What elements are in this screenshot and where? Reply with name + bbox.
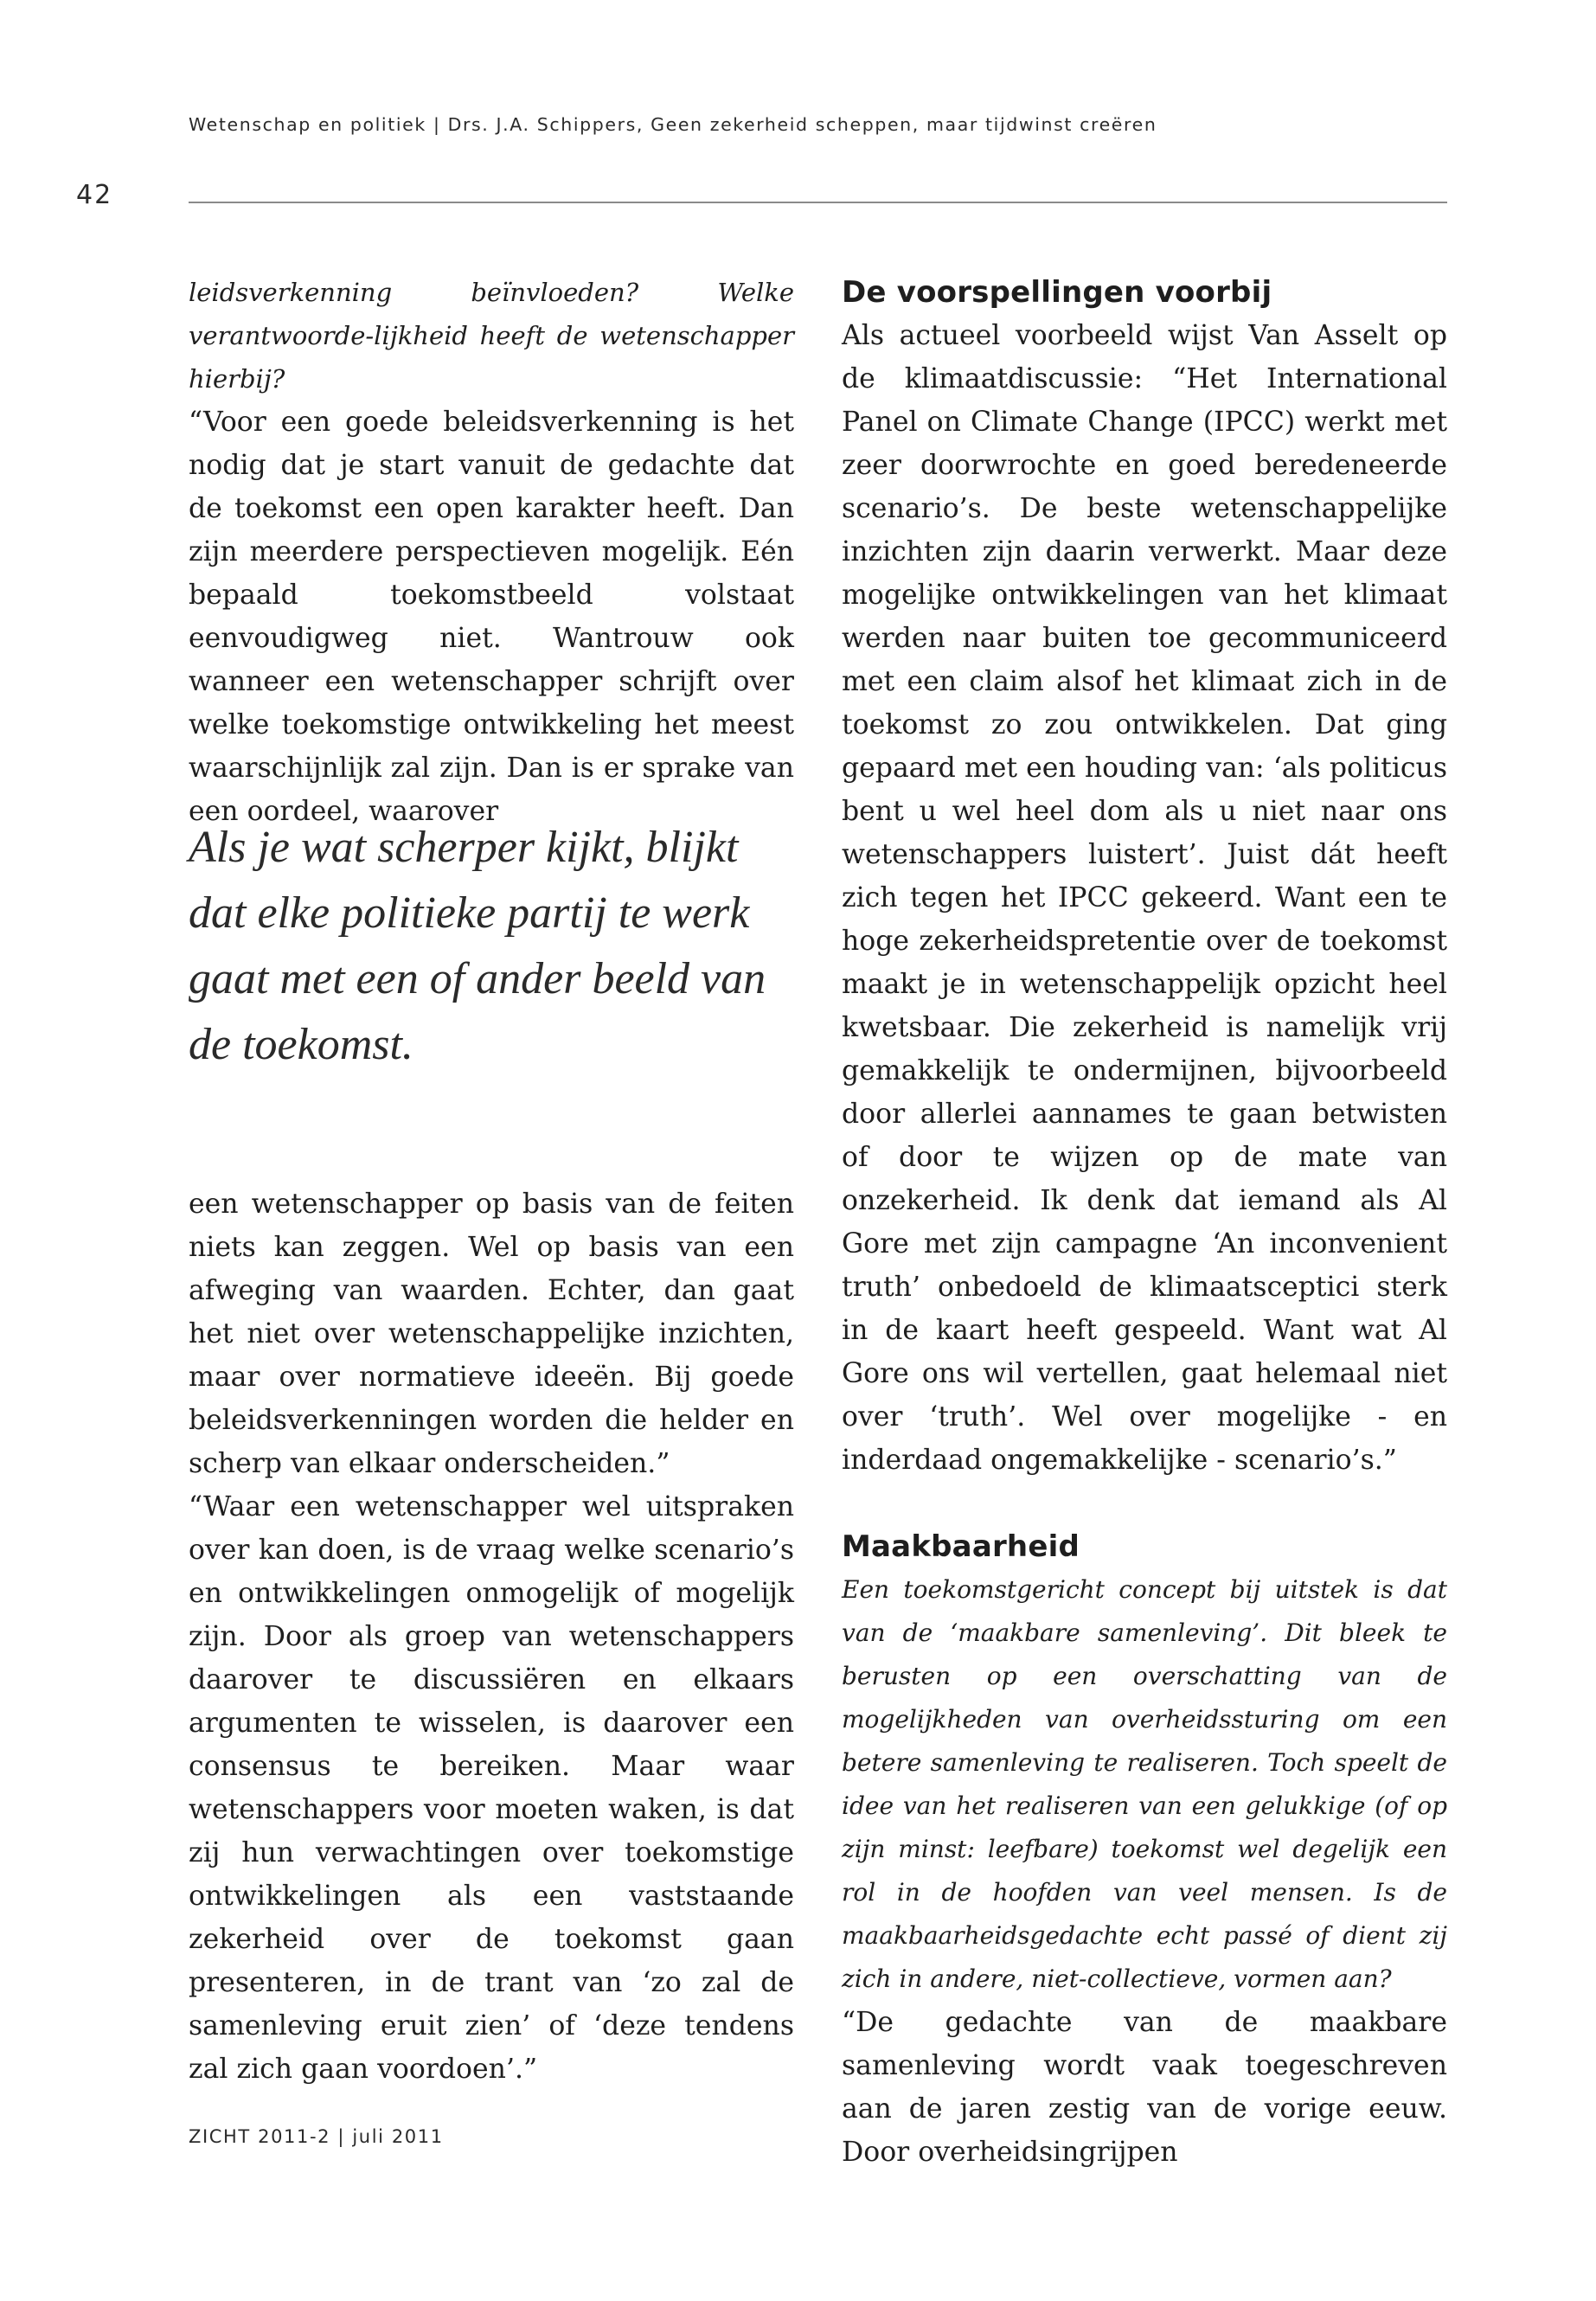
section-2-intro: Een toekomstgericht concept bij uitstek is dat van de ‘maakbare samenleving’. Dit bleek te berusten op een overschatting van de mogelijkheden van overheidssturing om een betere samenleving te realiseren. Toch speelt de idee van het realiseren van een gelukkige (of op zijn minst: leefbare) toekomst wel degelijk een rol in de hoofden van veel mensen. Is de maakbaarheidsgedachte echt passé of dient zij zich in andere, niet-collectieve, vormen aan? bbox=[842, 1575, 1447, 1993]
section-spacer bbox=[842, 1482, 1447, 1525]
footer: ZICHT 2011-2 | juli 2011 bbox=[189, 2126, 444, 2147]
left-column-bottom bbox=[189, 1183, 794, 2091]
section-heading-maakbaarheid: Maakbaarheid bbox=[842, 1529, 1080, 1564]
pull-quote: Als je wat scherper kijkt, blijkt dat elke politieke partij te werk gaat met een of ander beeld van de toekomst. bbox=[189, 823, 766, 1069]
section-2-text: “De gedachte van de maakbare samenleving wordt vaak toegeschreven aan de jaren zestig van de vorige eeuw. Door overheidsingrijpen bbox=[842, 2007, 1447, 2168]
section-heading-voorspellingen: De voorspellingen voorbij bbox=[842, 275, 1272, 310]
right-column bbox=[842, 271, 1447, 2174]
header-rule bbox=[189, 202, 1447, 203]
body-paragraph-3: “Waar een wetenschapper wel uitspraken over kan doen, is de vraag welke scenario’s en ontwikkelingen onmogelijk of mogelijk zijn. Door als groep van wetenschappers daarover te discussiëren en elkaars argumenten te wisselen, is daarover een consensus te bereiken. Maar waar wetenschappers voor moeten waken, is dat zij hun verwachtingen over toekomstige ontwikkelingen als een vaststaande zekerheid over de toekomst gaan presenteren, in de trant van ‘zo zal de samenleving eruit zien’ of ‘deze tendens zal zich gaan voordoen’.” bbox=[189, 1491, 794, 2085]
body-paragraph-2: een wetenschapper op basis van de feiten niets kan zeggen. Wel op basis van een afweging van waarden. Echter, dan gaat het niet over wetenschappelijke inzichten, maar over normatieve ideeën. Bij goede beleidsverkenningen worden die helder en scherp van elkaar onderscheiden.” bbox=[189, 1189, 794, 1479]
interview-question: leidsverkenning beïnvloeden? Welke verantwoorde-lijkheid heeft de wetenschapper hierbij? bbox=[189, 278, 794, 394]
page-number: 42 bbox=[76, 180, 113, 210]
running-header: Wetenschap en politiek | Drs. J.A. Schippers, Geen zekerheid scheppen, maar tijdwinst creëren bbox=[189, 114, 1157, 135]
body-paragraph-1: “Voor een goede beleidsverkenning is het nodig dat je start vanuit de gedachte dat de toekomst een open karakter heeft. Dan zijn meerdere perspectieven mogelijk. Eén bepaald toekomstbeeld volstaat eenvoudigweg niet. Wantrouw ook wanneer een wetenschapper schrijft over welke toekomstige ontwikkeling het meest waarschijnlijk zal zijn. Dan is er sprake van een oordeel, waarover bbox=[189, 407, 794, 827]
section-1-text: Als actueel voorbeeld wijst Van Asselt op de klimaatdiscussie: “Het International Panel on Climate Change (IPCC) werkt met zeer doorwrochte en goed beredeneerde scenario’s. De beste wetenschappelijke inzichten zijn daarin verwerkt. Maar deze mogelijke ontwikkelingen van het klimaat werden naar buiten toe gecommuniceerd met een claim alsof het klimaat zich in de toekomst zo zou ontwikkelen. Dat ging gepaard met een houding van: ‘als politicus bent u wel heel dom als u niet naar ons wetenschappers luistert’. Juist dát heeft zich tegen het IPCC gekeerd. Want een te hoge zekerheidspretentie over de toekomst maakt je in wetenschappelijk opzicht heel kwetsbaar. Die zekerheid is namelijk vrij gemakkelijk te ondermijnen, bijvoorbeeld door allerlei aannames te gaan betwisten of door te wijzen op de mate van onzekerheid. Ik denk dat iemand als Al Gore met zijn campagne ‘An inconvenient truth’ onbedoeld de klimaatsceptici sterk in de kaart heeft gespeeld. Want wat Al Gore ons wil vertellen, gaat helemaal niet over ‘truth’. Wel over mogelijke - en inderdaad ongemakkelijke - scenario’s.” bbox=[842, 320, 1447, 1476]
left-column-top bbox=[189, 271, 794, 833]
